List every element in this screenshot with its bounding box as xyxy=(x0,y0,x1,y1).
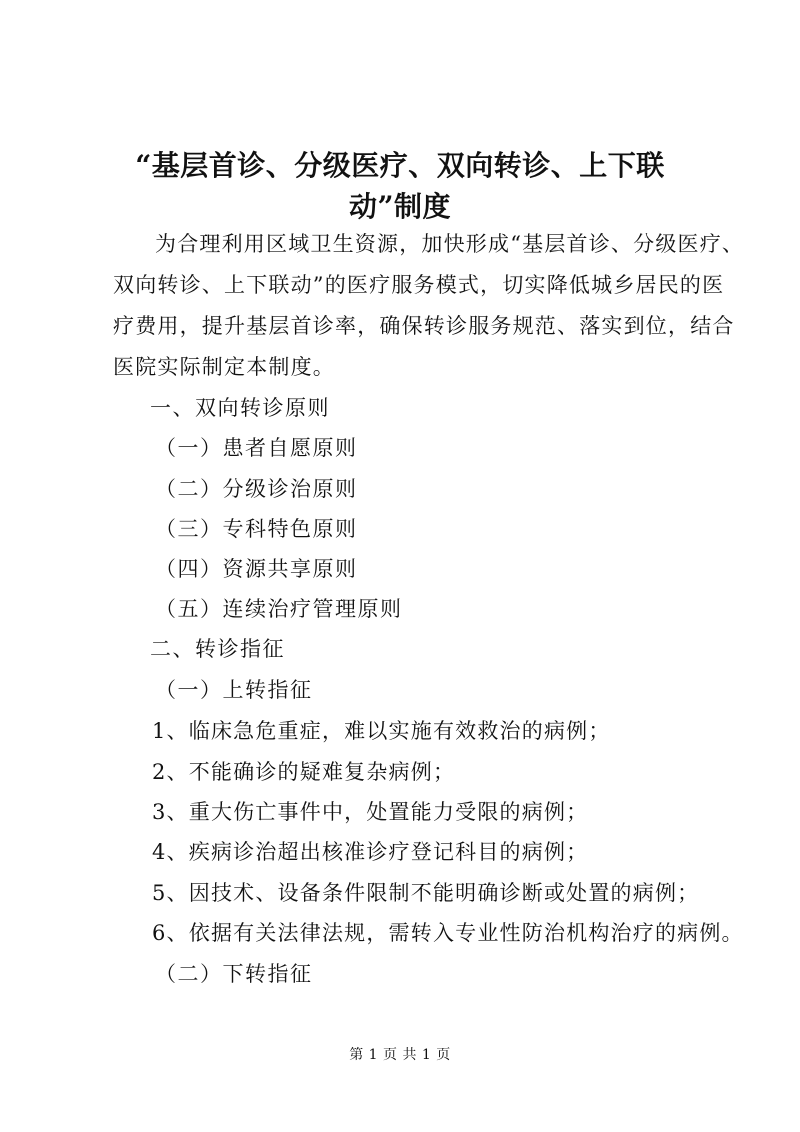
section1-item-4: （四）资源共享原则 xyxy=(155,557,358,581)
document-title-line-2: 动”制度 xyxy=(348,190,452,223)
referral-up-item-6: 6、依据有关法律法规，需转入专业性防治机构治疗的病例。 xyxy=(152,921,744,945)
section1-item-2: （二）分级诊治原则 xyxy=(155,477,358,501)
page-footer: 第 1 页 共 1 页 xyxy=(349,1047,451,1063)
section1-item-3: （三）专科特色原则 xyxy=(155,517,358,541)
intro-line-4: 医院实际制定本制度。 xyxy=(113,355,335,379)
referral-up-item-1: 1、临床急危重症，难以实施有效救治的病例； xyxy=(152,719,611,743)
document-title-line-1: “基层首诊、分级医疗、双向转诊、上下联 xyxy=(135,149,665,182)
intro-line-1: 为合理利用区域卫生资源，加快形成“基层首诊、分级医疗、 xyxy=(155,232,745,256)
referral-up-item-4: 4、疾病诊治超出核准诊疗登记科目的病例； xyxy=(152,840,589,864)
intro-line-3: 疗费用，提升基层首诊率，确保转诊服务规范、落实到位，结合 xyxy=(113,314,735,338)
section1-heading: 一、双向转诊原则 xyxy=(150,396,330,420)
section2-subheading-2: （二）下转指征 xyxy=(155,962,313,986)
section2-subheading-1: （一）上转指征 xyxy=(155,678,313,702)
section2-heading: 二、转诊指征 xyxy=(150,637,285,661)
section1-item-1: （一）患者自愿原则 xyxy=(155,436,358,460)
referral-up-item-3: 3、重大伤亡事件中，处置能力受限的病例； xyxy=(152,800,589,824)
section1-item-5: （五）连续治疗管理原则 xyxy=(155,597,403,621)
referral-up-item-5: 5、因技术、设备条件限制不能明确诊断或处置的病例； xyxy=(152,881,700,905)
intro-line-2: 双向转诊、上下联动”的医疗服务模式，切实降低城乡居民的医 xyxy=(113,273,725,297)
referral-up-item-2: 2、不能确诊的疑难复杂病例； xyxy=(152,760,456,784)
